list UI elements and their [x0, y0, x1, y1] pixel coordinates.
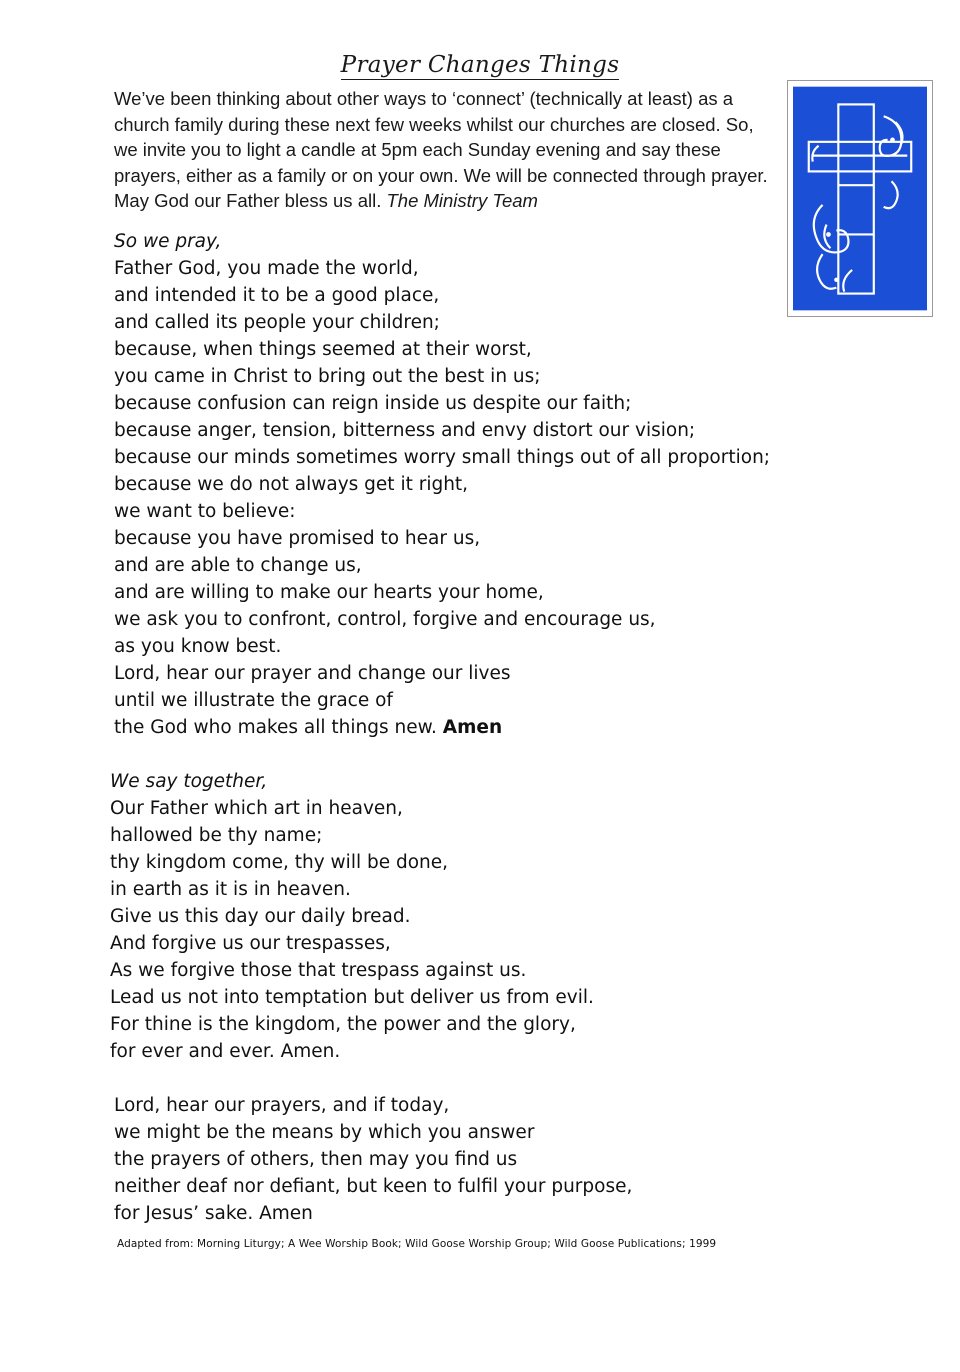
prayer-two-line: As we forgive those that trespass against us.	[110, 960, 527, 981]
prayer-two-line: Our Father which art in heaven,	[110, 798, 403, 819]
prayer-two-line: for ever and ever. Amen.	[110, 1041, 341, 1062]
prayer-one-line: you came in Christ to bring out the best in us;	[114, 366, 541, 387]
prayer-two-line: in earth as it is in heaven.	[110, 879, 351, 900]
prayer-two-line: thy kingdom come, thy will be done,	[110, 852, 449, 873]
prayer-one-line: because anger, tension, bitterness and envy distort our vision;	[114, 420, 696, 441]
cross-illustration	[787, 80, 933, 317]
prayer-two-line: And forgive us our trespasses,	[110, 933, 391, 954]
intro-text: We’ve been thinking about other ways to ‘connect’ (technically at least) as a church family during these next few weeks whilst our churches are closed. So, we invite you to light a candle at 5pm each Sunday evening and say these prayers, either as a family or on your own. We will be connected through prayer. May God our Father bless us all.	[114, 88, 768, 211]
prayer-one-lead: So we pray,	[114, 231, 222, 252]
prayer-three	[114, 1092, 632, 1227]
prayer-three-line: neither deaf nor defiant, but keen to fulfil your purpose,	[114, 1176, 633, 1197]
prayer-one-line: we ask you to confront, control, forgive and encourage us,	[114, 609, 656, 630]
intro-signature: The Ministry Team	[386, 190, 538, 211]
prayer-one-line: Lord, hear our prayer and change our lives	[114, 663, 511, 684]
prayer-two	[110, 768, 594, 1065]
prayer-one-line: Father God, you made the world,	[114, 258, 419, 279]
prayer-three-line: Lord, hear our prayers, and if today,	[114, 1095, 450, 1116]
prayer-two-line: Give us this day our daily bread.	[110, 906, 411, 927]
prayer-one-line: because, when things seemed at their worst,	[114, 339, 532, 360]
prayer-one-line: until we illustrate the grace of	[114, 690, 393, 711]
prayer-three-line: we might be the means by which you answer	[114, 1122, 535, 1143]
prayer-one-line: and are able to change us,	[114, 555, 362, 576]
prayer-one-closing	[114, 714, 770, 741]
prayer-two-line: For thine is the kingdom, the power and the glory,	[110, 1014, 576, 1035]
prayer-one-line: and called its people your children;	[114, 312, 440, 333]
prayer-three-line: the prayers of others, then may you find us	[114, 1149, 518, 1170]
prayer-three-line: for Jesus’ sake. Amen	[114, 1203, 313, 1224]
prayer-one-line: because we do not always get it right,	[114, 474, 469, 495]
source-credit: Adapted from: Morning Liturgy; A Wee Worship Book; Wild Goose Worship Group; Wild Goose Publications; 1999	[117, 1238, 717, 1250]
prayer-one-line: as you know best.	[114, 636, 282, 657]
prayer-one-line: and intended it to be a good place,	[114, 285, 440, 306]
intro-paragraph	[114, 86, 774, 214]
prayer-one-line: we want to believe:	[114, 501, 296, 522]
prayer-two-lead: We say together,	[110, 771, 268, 792]
celtic-cross-icon	[793, 86, 927, 311]
prayer-one	[114, 228, 770, 741]
prayer-one-line: and are willing to make our hearts your home,	[114, 582, 544, 603]
prayer-one-line: because confusion can reign inside us despite our faith;	[114, 393, 632, 414]
prayer-one-closing-text: the God who makes all things new.	[114, 717, 443, 738]
page-title-text: Prayer Changes Things	[340, 52, 620, 78]
page-title	[0, 52, 960, 78]
prayer-two-line: Lead us not into temptation but deliver us from evil.	[110, 987, 594, 1008]
prayer-one-line: because our minds sometimes worry small things out of all proportion;	[114, 447, 771, 468]
prayer-one-amen: Amen	[442, 717, 503, 738]
prayer-two-line: hallowed be thy name;	[110, 825, 323, 846]
prayer-one-line: because you have promised to hear us,	[114, 528, 481, 549]
